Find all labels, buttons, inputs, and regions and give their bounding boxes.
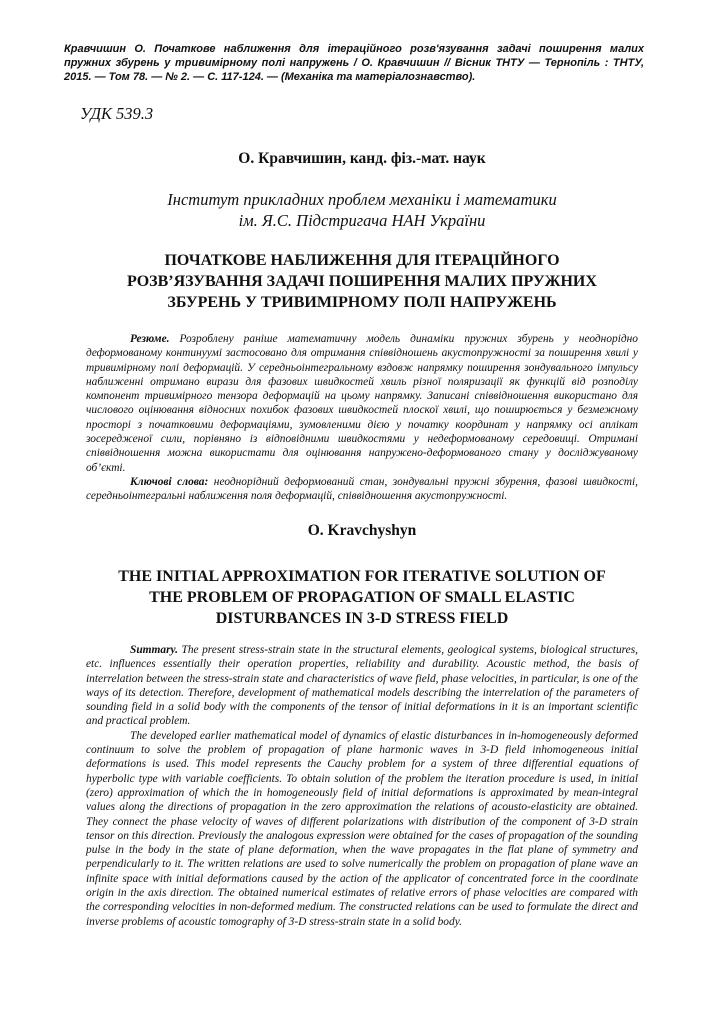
- title-en: [90, 566, 634, 629]
- institute-line-2: ім. Я.С. Підстригача НАН України: [238, 211, 486, 230]
- title-en-line-1: THE INITIAL APPROXIMATION FOR ITERATIVE SOLUTION OF: [118, 568, 606, 585]
- summary-en-text-1: The present stress-strain state in the structural elements, geological systems, biological structures, etc. influences essentially their operation properties, reliability and durability. Acoustic method, the basis of interrelation between the stress-strain state and characteristics of wave field, phase velocities, in particular, is one of the ways of its detection. Therefore, development of mathematical models describing the interrelation of the parameters of sounding field in a solid body with the components of the tensor of initial deformations in it is an important scientific and practical problem.: [86, 644, 638, 728]
- title-ua: [90, 250, 634, 313]
- abstract-ua: [86, 332, 638, 504]
- summary-ua-paragraph: [86, 332, 638, 475]
- keywords-ua-paragraph: [86, 475, 638, 504]
- title-ua-line-2: РОЗВ’ЯЗУВАННЯ ЗАДАЧІ ПОШИРЕННЯ МАЛИХ ПРУЖНИХ: [127, 273, 597, 290]
- abstract-en: [86, 643, 638, 929]
- keywords-ua-text: неоднорідний деформований стан, зондувальні пружні збурення, фазові швидкості, середньоінтегральні наближення поля деформацій, співвідношення акустопружності.: [86, 475, 638, 503]
- citation-header: Кравчишин О. Початкове наближення для ітераційного розв'язування задачі поширення малих пружних збурень у тривимірному полі напружень / О. Кравчишин // Вісник ТНТУ — Тернопіль : ТНТУ, 2015. — Том 78. — № 2. — С. 117-124. — (Механіка та матеріалознавство).: [64, 43, 644, 83]
- summary-ua-label: Резюме.: [130, 333, 170, 345]
- title-ua-line-1: ПОЧАТКОВЕ НАБЛИЖЕННЯ ДЛЯ ІТЕРАЦІЙНОГО: [164, 252, 560, 269]
- summary-en-label: Summary.: [130, 644, 178, 656]
- institute-line-1: Інститут прикладних проблем механіки і математики: [167, 190, 557, 209]
- summary-en-paragraph-1: [86, 643, 638, 729]
- title-en-line-2: THE PROBLEM OF PROPAGATION OF SMALL ELASTIC: [149, 589, 575, 606]
- summary-en-paragraph-2: The developed earlier mathematical model of dynamics of elastic disturbances in in-homogeneously deformed continuum to solve the problem of propagation of plane harmonic waves in 3-D field inhomogeneous initial deformations is used. This model represents the Cauchy problem for a system of three differential equations of hyperbolic type with variable coefficients. To obtain solution of the problem the iteration procedure is used, in initial (zero) approximation of which the in homogeneously field of initial deformations is approximated by mean-integral values along the directions of propagation in the zero approximation the relations of acousto-elasticity are obtained. They connect the phase velocity of waves of different polarizations with distribution of the component of 3-D strain tensor on this direction. Previously the analogous expression were obtained for the cases of propagation of the sounding pulse in the body in the state of plane deformation, when the wave propagates in the flat plane of symmetry and perpendicularly to it. The written relations are used to solve numerically the problem on propagation of plane wave an infinite space with initial deformations caused by the action of the applicator of concentrated force in the coordinate origin in the axis direction. The obtained numerical estimates of relative errors of phase velocities are compared with the corresponding velocities in non-deformed medium. The constructed relations can be used to formulate the direct and inverse problems of acoustic tomography of 3-D stress-strain state in a solid body.: [86, 729, 638, 928]
- author-ua: О. Кравчишин, канд. фіз.-мат. наук: [238, 150, 486, 167]
- keywords-ua-label: Ключові слова:: [130, 475, 209, 488]
- institute-affiliation: [0, 189, 724, 231]
- author-en: O. Kravchyshyn: [307, 522, 417, 539]
- summary-ua-text: Розроблену раніше математичну модель динаміки пружних збурень у неоднорідно деформованому континуумі застосовано для отримання співвідношень акустопружності за поширення хвилі у тривимірному полі деформацій. У середньоінтегральному вздовж напрямку поширення зондувального імпульсу наближенні отримано вирази для фазових швидкостей хвиль різної поляризації як функцій від розподілу компонент тривимірного тензора деформацій на цьому напрямку. Записані співвідношення використано для числового оцінювання відносних похибок фазових швидкостей плоскої хвилі, що поширюється у безмежному просторі з початковими деформаціями, зумовленими дією у початку координат у напрямку осі аплікат зосередженої сили, порівняно із відповідними швидкостями у недеформованому середовищі. Отримані співвідношення можна використати для оцінювання напружено-деформованого стану у досліджуваному об’єкті.: [86, 333, 638, 474]
- title-en-line-3: DISTURBANCES IN 3-D STRESS FIELD: [215, 610, 509, 627]
- title-ua-line-3: ЗБУРЕНЬ У ТРИВИМІРНОМУ ПОЛІ НАПРУЖЕНЬ: [167, 294, 557, 311]
- udc-code: УДК 539.3: [80, 104, 154, 123]
